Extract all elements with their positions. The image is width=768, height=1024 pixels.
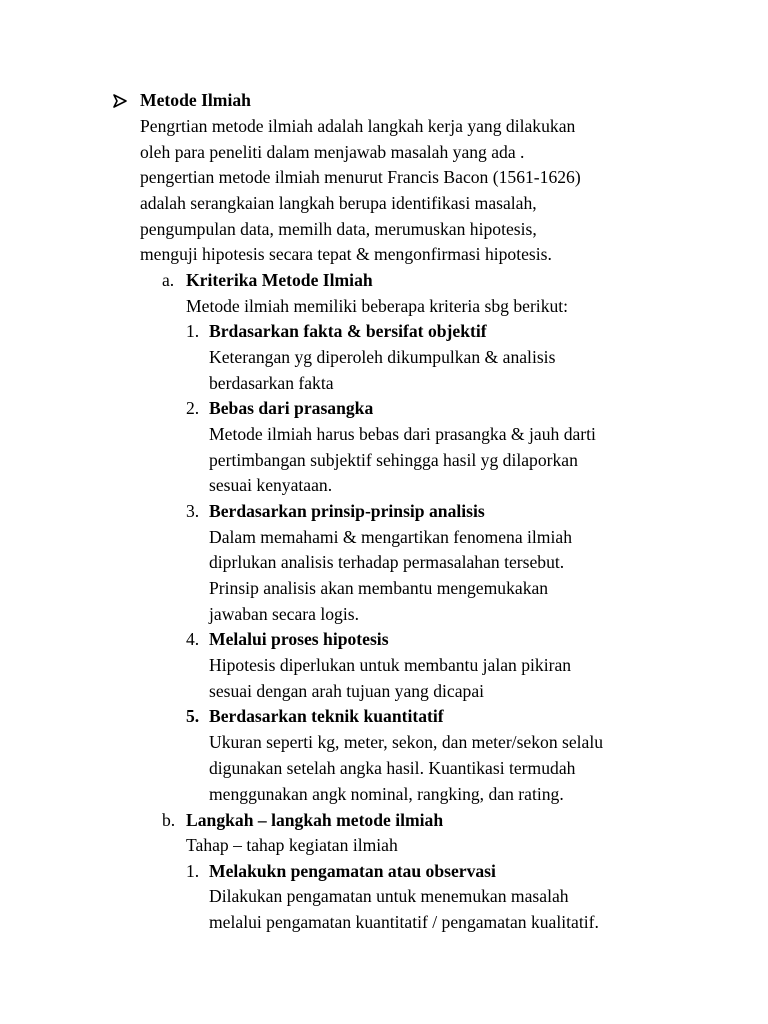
section-body-line: menguji hipotesis secara tepat & mengonfirmasi hipotesis. <box>140 244 552 264</box>
item-title: Berdasarkan prinsip-prinsip analisis <box>209 501 485 521</box>
item-line: Dalam memahami & mengartikan fenomena ilmiah <box>209 527 572 547</box>
item-marker: 4. <box>186 629 200 649</box>
item-line: diprlukan analisis terhadap permasalahan tersebut. <box>209 552 565 572</box>
list-marker-a: a. <box>162 270 175 290</box>
arrow-bullet-icon <box>112 93 128 109</box>
subsection-a-title: Kriterika Metode Ilmiah <box>186 270 373 290</box>
item-title: Melalui proses hipotesis <box>209 629 389 649</box>
item-line: sesuai dengan arah tujuan yang dicapai <box>209 681 485 701</box>
section-body-line: pengumpulan data, memilh data, merumuskan hipotesis, <box>140 219 537 239</box>
list-marker-b: b. <box>162 810 176 830</box>
item-line: Ukuran seperti kg, meter, sekon, dan meter/sekon selalu <box>209 732 604 752</box>
item-line: digunakan setelah angka hasil. Kuantikasi termudah <box>209 758 576 778</box>
section-body-line: Pengrtian metode ilmiah adalah langkah kerja yang dilakukan <box>140 116 576 136</box>
item-line: Metode ilmiah harus bebas dari prasangka & jauh darti <box>209 424 596 444</box>
item-line: pertimbangan subjektif sehingga hasil yg dilaporkan <box>209 450 578 470</box>
item-marker: 1. <box>186 321 200 341</box>
item-line: Dilakukan pengamatan untuk menemukan masalah <box>209 886 569 906</box>
item-marker: 1. <box>186 861 200 881</box>
item-line: menggunakan angk nominal, rangking, dan rating. <box>209 784 564 804</box>
section-body-line: pengertian metode ilmiah menurut Francis Bacon (1561-1626) <box>140 167 581 187</box>
item-title: Melakukn pengamatan atau observasi <box>209 861 496 881</box>
item-line: Hipotesis diperlukan untuk membantu jalan pikiran <box>209 655 572 675</box>
section-body-line: adalah serangkaian langkah berupa identifikasi masalah, <box>140 193 537 213</box>
item-line: melalui pengamatan kuantitatif / pengamatan kualitatif. <box>209 912 599 932</box>
subsection-b-title: Langkah – langkah metode ilmiah <box>186 810 444 830</box>
section-body-line: oleh para peneliti dalam menjawab masalah yang ada . <box>140 142 525 162</box>
item-title: Bebas dari prasangka <box>209 398 374 418</box>
item-line: jawaban secara logis. <box>209 604 359 624</box>
item-line: berdasarkan fakta <box>209 373 334 393</box>
item-line: Keterangan yg diperoleh dikumpulkan & analisis <box>209 347 556 367</box>
item-title: Berdasarkan teknik kuantitatif <box>209 706 444 726</box>
item-marker: 2. <box>186 398 200 418</box>
subsection-b-intro: Tahap – tahap kegiatan ilmiah <box>186 835 398 855</box>
item-line: Prinsip analisis akan membantu mengemukakan <box>209 578 549 598</box>
item-line: sesuai kenyataan. <box>209 475 333 495</box>
item-title: Brdasarkan fakta & bersifat objektif <box>209 321 487 341</box>
item-marker: 5. <box>186 706 200 726</box>
section-title: Metode Ilmiah <box>140 90 251 110</box>
item-marker: 3. <box>186 501 200 521</box>
subsection-a-intro: Metode ilmiah memiliki beberapa kriteria sbg berikut: <box>186 296 569 316</box>
